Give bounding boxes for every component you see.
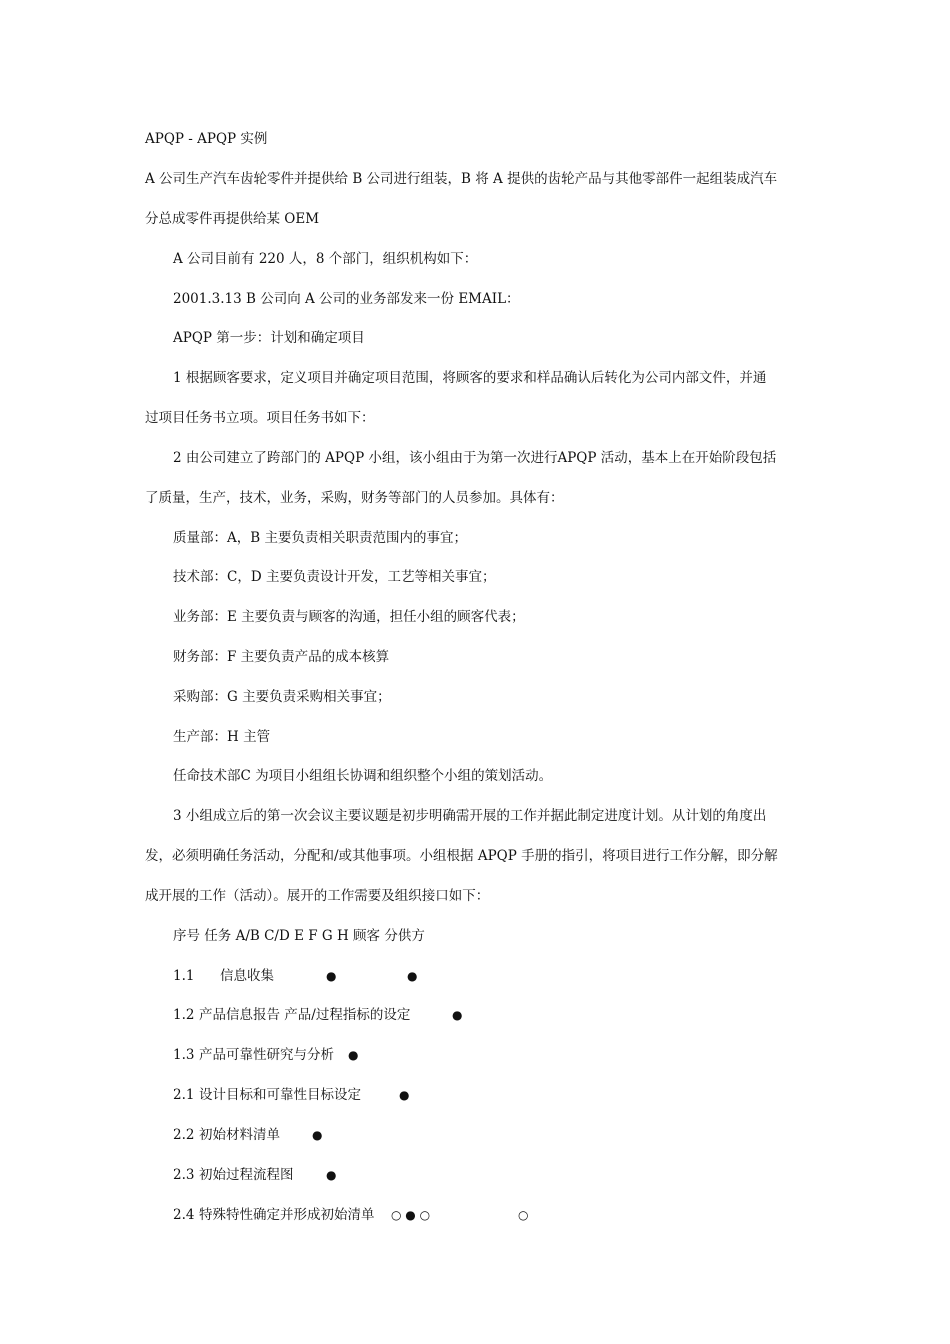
item2-line-2: 了质量，生产，技术，业务，采购，财务等部门的人员参加。具体有： [145, 490, 564, 506]
task-no: 2.1 [173, 1087, 195, 1103]
responsibility-mark: ● [326, 969, 337, 983]
task-table-header: 序号 任务 A/B C/D E F G H 顾客 分供方 [173, 928, 425, 944]
task-no: 1.2 [173, 1007, 195, 1023]
task-name: 设计目标和可靠性目标设定 [199, 1087, 361, 1103]
responsibility-mark: ○ [518, 1208, 529, 1222]
task-no: 1.1 [173, 968, 195, 984]
dept-finance: 财务部：F 主要负责产品的成本核算 [173, 649, 390, 665]
responsibility-mark: ○ ● ○ [391, 1208, 431, 1222]
intro-line-1: A 公司生产汽车齿轮零件并提供给 B 公司进行组装，B 将 A 提供的齿轮产品与其他零部件一起组装成汽车 [145, 171, 778, 187]
task-name: 初始过程流程图 [199, 1167, 294, 1183]
task-name: 初始材料清单 [199, 1127, 280, 1143]
task-row [173, 1126, 773, 1144]
email-info: 2001.3.13 B 公司向 A 公司的业务部发来一份 EMAIL： [173, 291, 520, 307]
task-no: 2.4 [173, 1207, 195, 1223]
task-name: 产品可靠性研究与分析 [199, 1047, 334, 1063]
responsibility-mark: ● [348, 1048, 359, 1062]
leader-note: 任命技术部C 为项目小组组长协调和组织整个小组的策划活动。 [173, 768, 553, 784]
item1-line-1: 1 根据顾客要求，定义项目并确定项目范围，将顾客的要求和样品确认后转化为公司内部文件，并通 [173, 370, 767, 386]
responsibility-mark: ● [407, 969, 418, 983]
responsibility-mark: ● [399, 1088, 410, 1102]
document-title: APQP - APQP 实例 [145, 131, 268, 147]
intro-line-2: 分总成零件再提供给某 OEM [145, 211, 320, 227]
item3-line-3: 成开展的工作（活动）。展开的工作需要及组织接口如下： [145, 888, 490, 904]
company-info: A 公司目前有 220 人，8 个部门，组织机构如下： [173, 251, 478, 267]
responsibility-mark: ● [452, 1008, 463, 1022]
item3-line-1: 3 小组成立后的第一次会议主要议题是初步明确需开展的工作并据此制定进度计划。从计划的角度出 [173, 808, 767, 824]
task-row [173, 1086, 773, 1104]
task-no: 2.2 [173, 1127, 195, 1143]
task-row [173, 1046, 773, 1064]
step1-heading: APQP 第一步：计划和确定项目 [173, 330, 365, 346]
dept-purchase: 采购部：G 主要负责采购相关事宜； [173, 689, 391, 705]
dept-sales: 业务部：E 主要负责与顾客的沟通，担任小组的顾客代表； [173, 609, 525, 625]
item2-line-1: 2 由公司建立了跨部门的 APQP 小组，该小组由于为第一次进行APQP 活动，基本上在开始阶段包括 [173, 450, 777, 466]
task-row [173, 967, 773, 985]
dept-tech: 技术部：C，D 主要负责设计开发，工艺等相关事宜； [173, 569, 496, 585]
responsibility-mark: ● [312, 1128, 323, 1142]
dept-quality: 质量部：A，B 主要负责相关职责范围内的事宜； [173, 530, 467, 546]
task-row [173, 1206, 773, 1224]
task-no: 1.3 [173, 1047, 195, 1063]
task-no: 2.3 [173, 1167, 195, 1183]
task-row [173, 1166, 773, 1184]
task-name: 产品信息报告 产品/过程指标的设定 [199, 1007, 411, 1023]
responsibility-mark: ● [326, 1168, 337, 1182]
item1-line-2: 过项目任务书立项。项目任务书如下： [145, 410, 375, 426]
item3-line-2: 发，必须明确任务活动，分配和/或其他事项。小组根据 APQP 手册的指引，将项目进行工作分解，即分解 [145, 848, 778, 864]
task-row [173, 1006, 773, 1024]
dept-production: 生产部：H 主管 [173, 729, 271, 745]
task-name: 特殊特性确定并形成初始清单 [199, 1207, 375, 1223]
task-name: 信息收集 [220, 968, 274, 984]
